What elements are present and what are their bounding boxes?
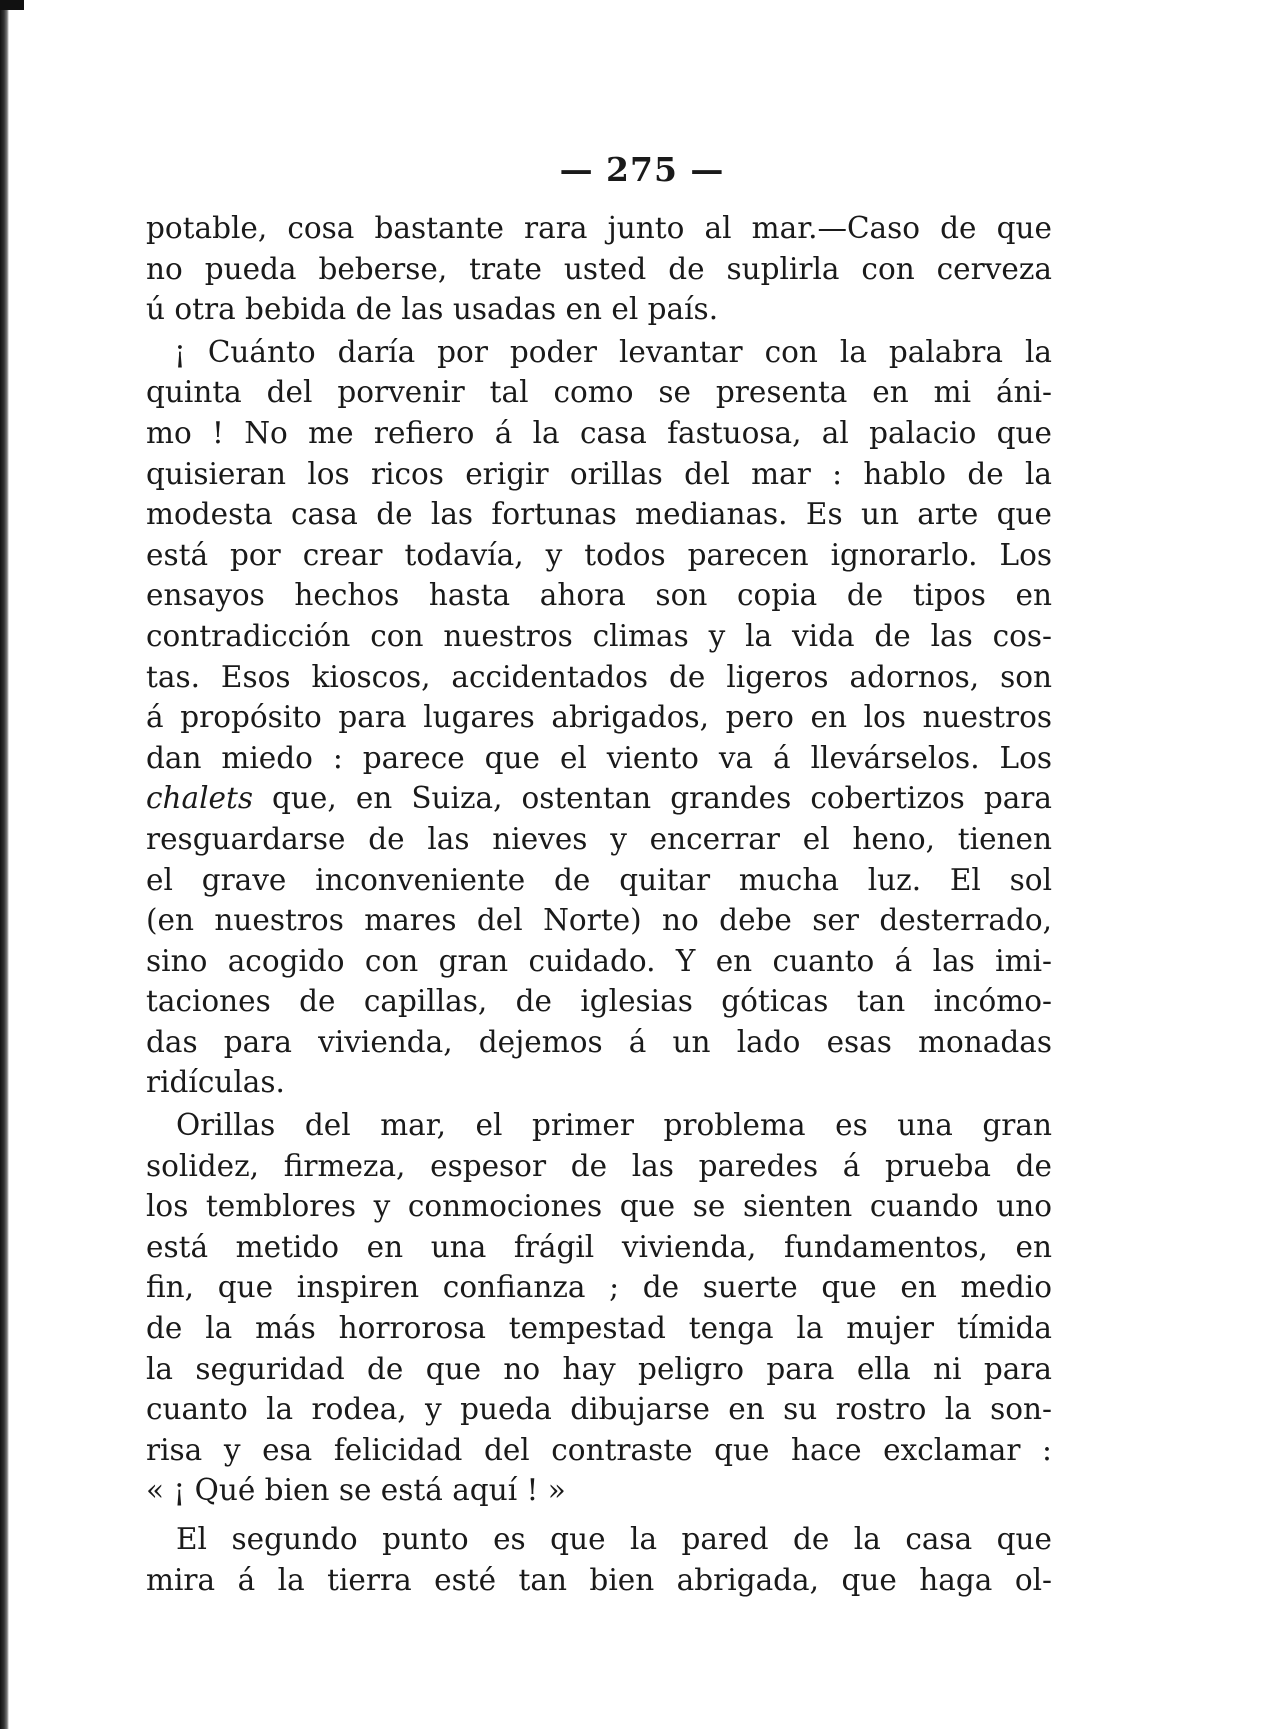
binding-edge — [0, 0, 9, 1729]
text-line: quinta del porvenir tal como se presenta en mi áni- — [146, 375, 1052, 410]
text-line-rest: que, en Suiza, ostentan grandes cobertizos para — [253, 781, 1052, 816]
text-line: los temblores y conmociones que se sienten cuando uno — [146, 1189, 1052, 1224]
text-line: modesta casa de las fortunas medianas. Es un arte que — [146, 497, 1052, 532]
text-line: mo ! No me refiero á la casa fastuosa, al palacio que — [146, 415, 1052, 450]
text-line: ensayos hechos hasta ahora son copia de tipos en — [146, 578, 1052, 613]
paragraph-start-line: El segundo punto es que la pared de la casa que — [176, 1522, 1052, 1556]
paragraph-start-line: ¡ Cuánto daría por poder levantar con la palabra la — [174, 334, 1052, 369]
text-line: el grave inconveniente de quitar mucha luz. El sol — [146, 862, 1052, 897]
text-line: no pueda beberse, trate usted de suplirla con cerveza — [146, 251, 1052, 286]
text-line: dan miedo : parece que el viento va á llevárselos. Los — [146, 740, 1052, 775]
text-line: potable, cosa bastante rara junto al mar.—Caso de que — [146, 211, 1052, 245]
text-line: « ¡ Qué bien se está aquí ! » — [146, 1473, 566, 1508]
text-line: á propósito para lugares abrigados, pero en los nuestros — [146, 700, 1052, 735]
text-line-with-italic — [146, 778, 1052, 819]
text-line: la seguridad de que no hay peligro para ella ni para — [146, 1351, 1052, 1386]
paragraph-start-line: Orillas del mar, el primer problema es una gran — [176, 1108, 1052, 1143]
italic-term: chalets — [146, 781, 253, 816]
text-line: risa y esa felicidad del contraste que hace exclamar : — [146, 1432, 1052, 1467]
text-line: fin, que inspiren confianza ; de suerte que en medio — [146, 1270, 1052, 1305]
text-line: ú otra bebida de las usadas en el país. — [146, 292, 719, 327]
text-line: tas. Esos kioscos, accidentados de ligeros adornos, son — [146, 659, 1052, 694]
text-line: taciones de capillas, de iglesias góticas tan incómo- — [146, 984, 1052, 1019]
binding-notch — [0, 0, 24, 10]
text-line: mira á la tierra esté tan bien abrigada, que haga ol- — [146, 1562, 1052, 1597]
text-line: quisieran los ricos erigir orillas del mar : hablo de la — [146, 456, 1052, 491]
text-line: (en nuestros mares del Norte) no debe ser desterrado, — [146, 903, 1052, 938]
text-line: ridículas. — [146, 1065, 285, 1100]
text-line: resguardarse de las nieves y encerrar el heno, tienen — [146, 821, 1052, 856]
text-line: está metido en una frágil vivienda, fundamentos, en — [146, 1229, 1052, 1264]
text-line: está por crear todavía, y todos parecen ignorarlo. Los — [146, 537, 1052, 572]
page-number: — 275 — — [559, 150, 725, 189]
text-line: cuanto la rodea, y pueda dibujarse en su rostro la son- — [146, 1392, 1052, 1427]
text-line: contradicción con nuestros climas y la vida de las cos- — [146, 618, 1052, 653]
text-line: de la más horrorosa tempestad tenga la mujer tímida — [146, 1311, 1052, 1346]
text-line: solidez, firmeza, espesor de las paredes á prueba de — [146, 1148, 1052, 1183]
text-line: das para vivienda, dejemos á un lado esas monadas — [146, 1024, 1052, 1059]
text-line: sino acogido con gran cuidado. Y en cuanto á las imi- — [146, 943, 1052, 978]
page-body — [146, 208, 1052, 1600]
